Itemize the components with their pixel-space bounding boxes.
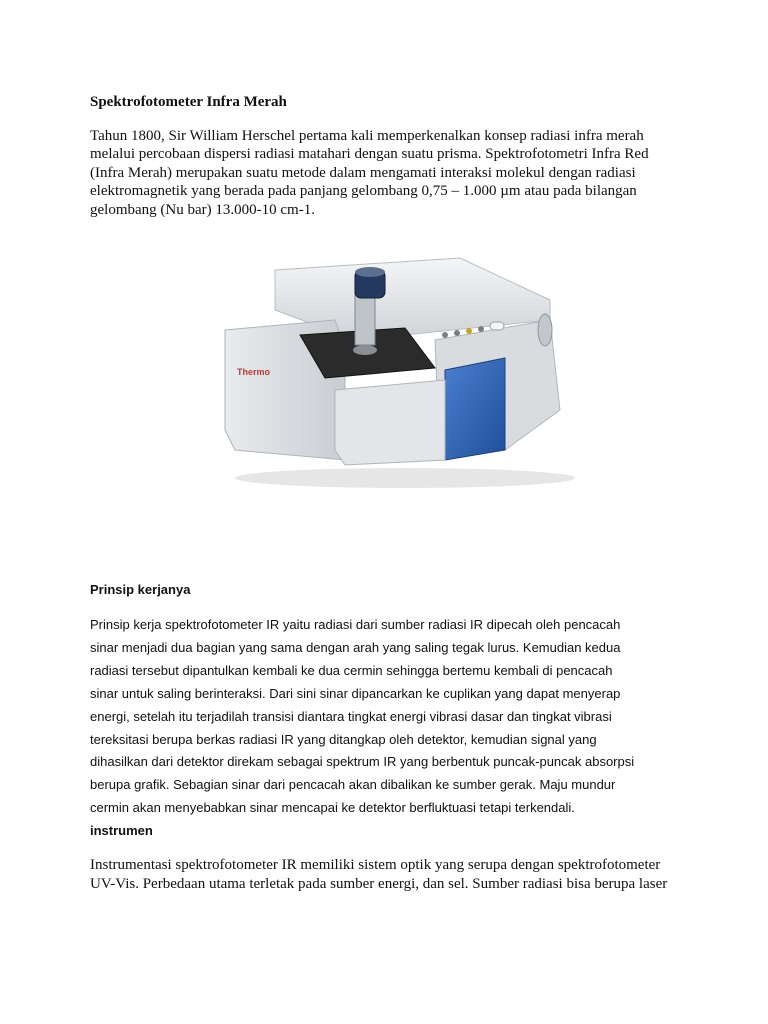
document-title: Spektrofotometer Infra Merah bbox=[90, 94, 287, 110]
paragraph-line: berupa grafik. Sebagian sinar dari pencacah akan dibalikan ke sumber gerak. Maju mundur bbox=[90, 777, 616, 793]
paragraph-line: UV-Vis. Perbedaan utama terletak pada sumber energi, dan sel. Sumber radiasi bisa berupa laser bbox=[90, 876, 668, 892]
section-paragraph bbox=[90, 614, 690, 820]
intro-line: elektromagnetik yang berada pada panjang gelombang 0,75 – 1.000 µm atau pada bilangan bbox=[90, 183, 637, 200]
paragraph-line: Instrumentasi spektrofotometer IR memiliki sistem optik yang serupa dengan spektrofotometer bbox=[90, 857, 661, 873]
section-heading: Prinsip kerjanya bbox=[90, 582, 191, 597]
section-heading: instrumen bbox=[90, 823, 153, 838]
intro-line: melalui percobaan dispersi radiasi matahari dengan suatu prisma. Spektrofotometri Infra Red bbox=[90, 146, 649, 163]
section-paragraph bbox=[90, 856, 690, 894]
paragraph-line: tereksitasi berupa berkas radiasi IR yang ditangkap oleh detektor, kemudian signal yang bbox=[90, 731, 597, 747]
paragraph-line: sinar untuk saling berinteraksi. Dari sini sinar dipancarkan ke cuplikan yang dapat menyerap bbox=[90, 685, 621, 701]
paragraph-line: cermin akan menyebabkan sinar mencapai ke detektor berfluktuasi tetapi terkendali. bbox=[90, 800, 575, 816]
intro-paragraph bbox=[90, 127, 690, 219]
spectrometer-image bbox=[205, 250, 575, 490]
intro-line: Tahun 1800, Sir William Herschel pertama kali memperkenalkan konsep radiasi infra merah bbox=[90, 128, 644, 144]
paragraph-line: dihasilkan dari detektor direkam sebagai spektrum IR yang berbentuk puncak-puncak absorpsi bbox=[90, 754, 635, 770]
paragraph-line: Prinsip kerja spektrofotometer IR yaitu radiasi dari sumber radiasi IR dipecah oleh pencacah bbox=[90, 617, 621, 632]
brand-logo: Thermo bbox=[237, 367, 271, 377]
intro-line: gelombang (Nu bar) 13.000-10 cm-1. bbox=[90, 201, 315, 218]
intro-line: (Infra Merah) merupakan suatu metode dalam mengamati interaksi molekul dengan radiasi bbox=[90, 164, 636, 181]
paragraph-line: sinar menjadi dua bagian yang sama dengan arah yang saling tegak lurus. Kemudian kedua bbox=[90, 639, 621, 655]
paragraph-line: energi, setelah itu terjadilah transisi diantara tingkat energi vibrasi dasar dan tingkat vibrasi bbox=[90, 708, 612, 724]
paragraph-line: radiasi tersebut dipantulkan kembali ke dua cermin sehingga bertemu kembali di pencacah bbox=[90, 662, 613, 678]
